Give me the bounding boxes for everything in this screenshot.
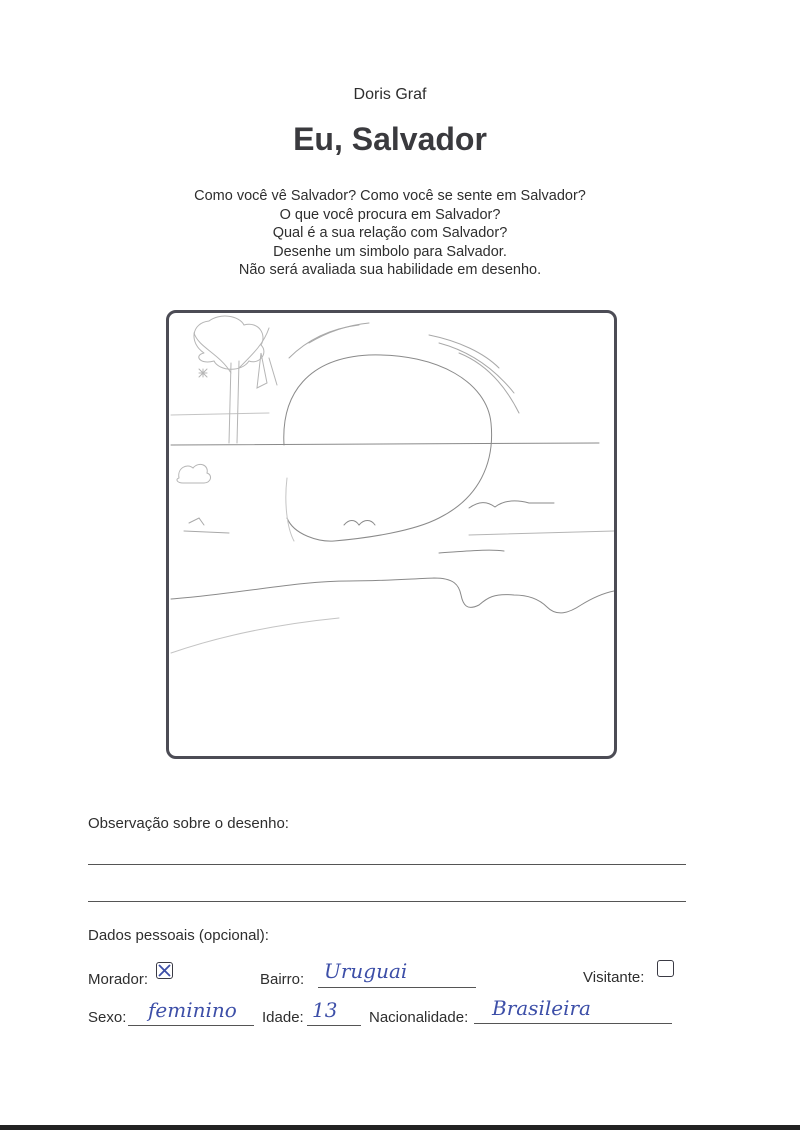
scan-bottom-edge [0, 1125, 800, 1130]
nacionalidade-underline [474, 1023, 672, 1024]
small-sun-icon [199, 369, 207, 377]
instructions [0, 187, 780, 280]
bairro-underline [318, 987, 476, 988]
nacionalidade-label: Nacionalidade: [369, 1009, 469, 1026]
cloud-icon [177, 464, 211, 483]
idade-label: Idade: [262, 1009, 304, 1026]
morador-checkbox[interactable] [156, 962, 173, 979]
page-title: Eu, Salvador [293, 121, 487, 157]
wave-icon [344, 521, 375, 526]
observation-line-1[interactable] [88, 864, 686, 865]
author-name: Doris Graf [353, 86, 427, 103]
instruction-line: Desenhe um simbolo para Salvador. [273, 243, 507, 260]
idade-underline [307, 1025, 361, 1026]
observation-line-2[interactable] [88, 901, 686, 902]
sun-ray [429, 335, 499, 368]
visitante-label: Visitante: [583, 969, 645, 986]
sexo-value[interactable]: feminino [148, 998, 237, 1022]
wave-icon [184, 518, 229, 533]
instruction-line: Como você vê Salvador? Como você se sente em Salvador? [194, 188, 586, 204]
tree-icon [194, 316, 277, 443]
wave-icon [439, 550, 504, 553]
sun-ray [459, 353, 519, 413]
reflection-line [286, 478, 294, 541]
horizon-line [171, 443, 599, 445]
bairro-value[interactable]: Uruguai [324, 959, 408, 983]
sexo-underline [128, 1025, 254, 1026]
sun-ray [289, 325, 359, 358]
observation-label: Observação sobre o desenho: [88, 815, 289, 832]
faint-horizon-line [171, 413, 269, 415]
wave-icon [469, 501, 554, 508]
morador-label: Morador: [88, 971, 149, 988]
wave-icon [469, 531, 614, 535]
personal-data-label: Dados pessoais (opcional): [88, 927, 269, 944]
shoreline-wave [171, 578, 614, 613]
faint-sand-line [171, 618, 339, 653]
bairro-label: Bairro: [260, 971, 305, 988]
nacionalidade-value[interactable]: Brasileira [492, 996, 591, 1020]
pencil-drawing [169, 313, 614, 756]
sun-ray [309, 323, 369, 343]
visitante-checkbox[interactable] [657, 960, 674, 977]
instruction-line: O que você procura em Salvador? [279, 206, 501, 223]
sun-ray [439, 343, 514, 393]
sexo-label: Sexo: [88, 1009, 127, 1026]
sun-icon [284, 355, 492, 541]
drawing-frame [166, 310, 617, 759]
instruction-line: Não será avaliada sua habilidade em desenho. [238, 262, 542, 278]
check-x-icon [157, 963, 172, 978]
instruction-line: Qual é a sua relação com Salvador? [272, 225, 508, 241]
idade-value[interactable]: 13 [312, 998, 338, 1022]
